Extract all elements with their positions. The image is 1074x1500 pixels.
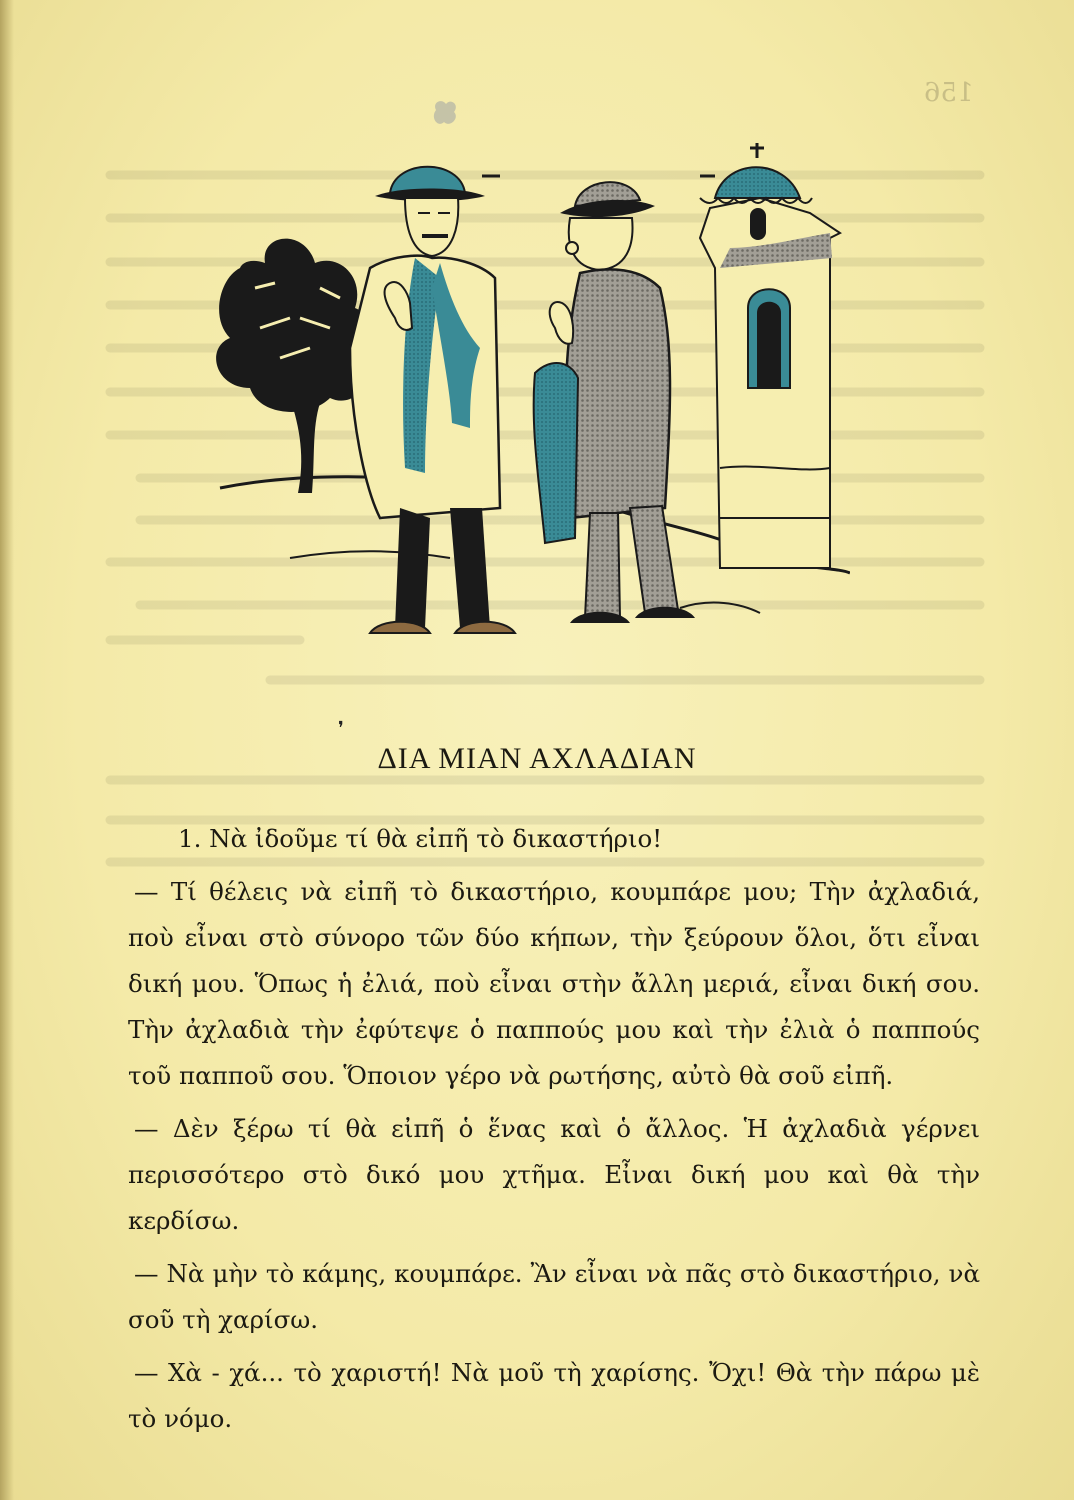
two-men-arguing-illustration (200, 88, 850, 658)
paragraph-4: — Νὰ μὴν τὸ κάμης, κουμπάρε. Ἂν εἶναι νὰ πᾶς στὸ δικαστήριο, νὰ σοῦ τὴ χαρίσω. (128, 1259, 980, 1334)
paragraph-5: — Χὰ - χά... τὸ χαριστή! Νὰ μοῦ τὴ χαρίσης. Ὄχι! Θὰ τὴν πάρω μὲ τὸ νόμο. (128, 1358, 980, 1433)
paragraph-2: — Τί θέλεις νὰ εἰπῆ τὸ δικαστήριο, κουμπάρε μου; Τὴν ἀχλαδιά, ποὺ εἶναι στὸ σύνορο τῶν δύο κήπων, τὴν ξεύρουν ὅλοι, ὅτι εἶναι δική μου. Ὅπως ἡ ἐλιά, ποὺ εἶναι στὴν ἄλλη μεριά, εἶναι δική σου. Τὴν ἀχλαδιὰ τὴν ἐφύτεψε ὁ παππούς μου καὶ τὴν ἐλιὰ ὁ παππούς τοῦ παπποῦ σου. Ὅποιον γέρο νὰ ρωτήσης, αὐτὸ θὰ σοῦ εἰπῆ. (128, 877, 980, 1090)
chapel-icon (700, 143, 840, 568)
chapter-title: ΔΙΑ ΜΙΑΝ ΑΧΛΑΔΙΑΝ (377, 742, 697, 775)
bleed-page-number: 156 (924, 78, 974, 108)
man-with-hat-right (534, 182, 695, 623)
paragraph-3: — Δὲν ξέρω τί θὰ εἰπῆ ὁ ἕνας καὶ ὁ ἄλλος. Ἡ ἀχλαδιὰ γέρνει περισσότερο στὸ δικό μου χτῆμα. Εἶναι δική μου καὶ θὰ τὴν κερδίσω. (128, 1114, 980, 1235)
margin-mark: ❜ (338, 718, 344, 739)
man-with-hat-left (350, 167, 515, 633)
story-text (128, 816, 980, 1449)
paragraph-1: 1. Νὰ ἰδοῦμε τί θὰ εἰπῆ τὸ δικαστήριο! (178, 824, 663, 853)
